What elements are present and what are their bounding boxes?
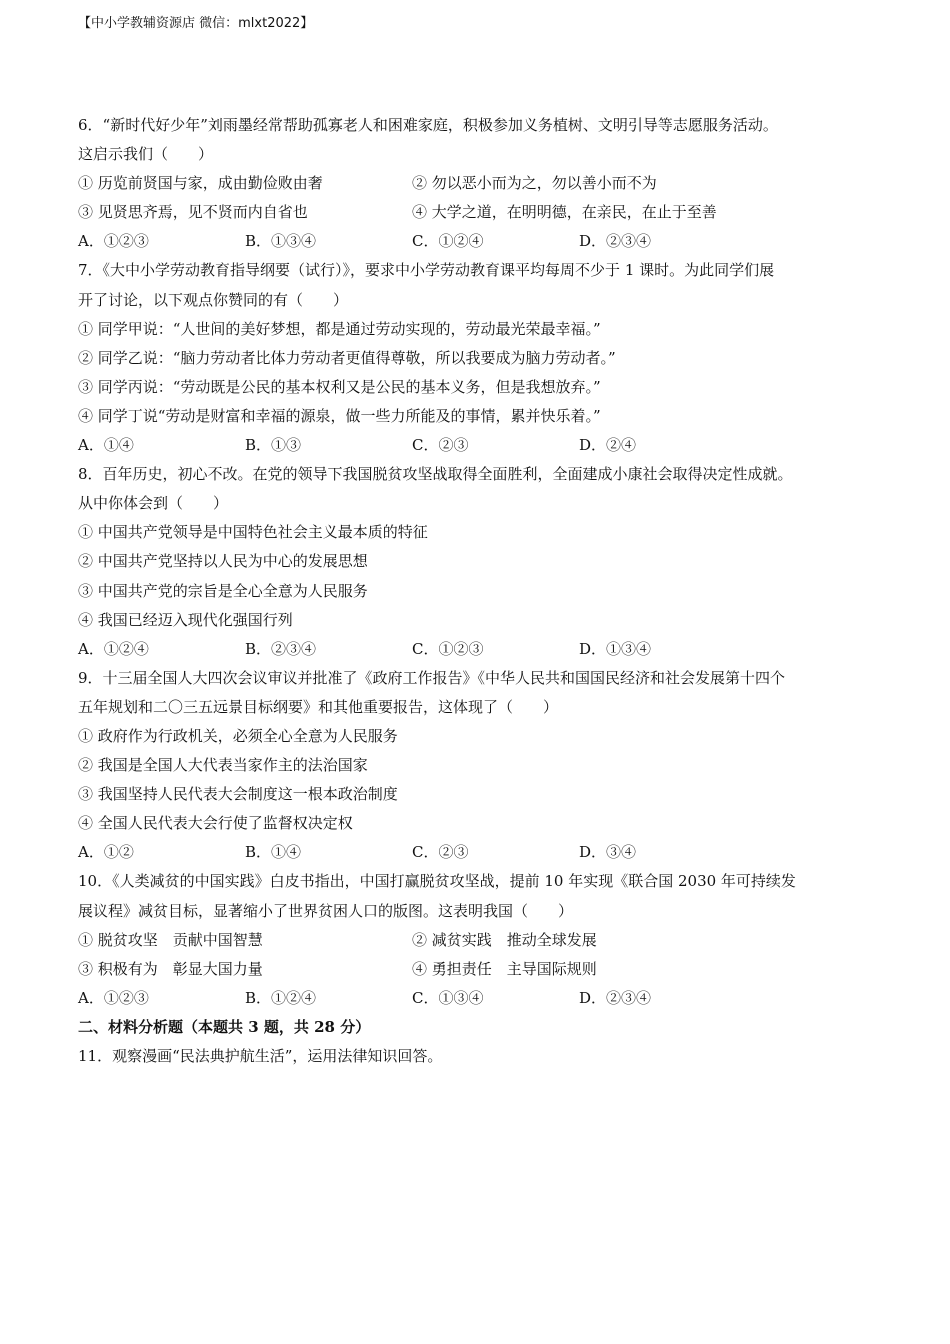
statement-row [78, 198, 878, 227]
statement-2: ② 减贫实践 推动全球发展 [412, 930, 597, 949]
statement-1: ① 脱贫攻坚 贡献中国智慧 [78, 930, 263, 949]
question-stem: 开了讨论，以下观点你赞同的有（ ） [78, 290, 349, 309]
answer-options [78, 227, 878, 256]
option-d: D．②④ [579, 436, 637, 455]
statement-2: ② 中国共产党坚持以人民为中心的发展思想 [78, 552, 368, 571]
exam-content [78, 111, 878, 1071]
option-a: A．①④ [78, 436, 134, 455]
question-7 [78, 256, 878, 460]
question-11-stem: 11．观察漫画“民法典护航生活”，运用法律知识回答。 [78, 1047, 443, 1065]
option-c: C．②③ [412, 436, 469, 455]
statement-4: ④ 全国人民代表大会行使了监督权决定权 [78, 814, 353, 833]
statement-row [78, 926, 878, 955]
option-c: C．②③ [412, 843, 469, 862]
question-stem: 10．《人类减贫的中国实践》白皮书指出，中国打赢脱贫攻坚战，提前 10 年实现《联合国 2030 年可持续发 [78, 872, 796, 891]
question-stem: 8．百年历史，初心不改。在党的领导下我国脱贫攻坚战取得全面胜利，全面建成小康社会取得决定性成就。 [78, 465, 793, 484]
statement-3: ③ 我国坚持人民代表大会制度这一根本政治制度 [78, 785, 398, 804]
option-a: A．①② [78, 843, 134, 862]
answer-options [78, 431, 878, 460]
statement-1: ① 同学甲说：“人世间的美好梦想，都是通过劳动实现的，劳动最光荣最幸福。” [78, 319, 601, 338]
answer-options [78, 838, 878, 867]
statement-4: ④ 我国已经迈入现代化强国行列 [78, 610, 293, 629]
option-b: B．①④ [245, 843, 302, 862]
question-stem: 7．《大中小学劳动教育指导纲要（试行）》，要求中小学劳动教育课平均每周不少于 1 课时。为此同学们展 [78, 261, 775, 280]
option-c: C．①②③ [412, 639, 484, 658]
option-a: A．①②③ [78, 232, 149, 251]
statement-2: ② 同学乙说：“脑力劳动者比体力劳动者更值得尊敬，所以我要成为脑力劳动者。” [78, 348, 616, 367]
option-a: A．①②④ [78, 639, 149, 658]
statement-4: ④ 勇担责任 主导国际规则 [412, 959, 597, 978]
option-b: B．②③④ [245, 639, 317, 658]
option-b: B．①③ [245, 436, 302, 455]
question-stem: 9．十三届全国人大四次会议审议并批准了《政府工作报告》《中华人民共和国国民经济和社会发展第十四个 [78, 668, 786, 687]
option-d: D．①③④ [579, 639, 652, 658]
answer-options [78, 984, 878, 1013]
statement-4: ④ 大学之道，在明明德，在亲民，在止于至善 [412, 203, 717, 222]
option-b: B．①②④ [245, 988, 317, 1007]
statement-3: ③ 同学丙说：“劳动既是公民的基本权利又是公民的基本义务，但是我想放弃。” [78, 377, 601, 396]
question-9 [78, 664, 878, 868]
statement-1: ① 中国共产党领导是中国特色社会主义最本质的特征 [78, 523, 428, 542]
statement-4: ④ 同学丁说“劳动是财富和幸福的源泉，做一些力所能及的事情，累并快乐着。” [78, 406, 601, 425]
question-stem: 从中你体会到（ ） [78, 494, 229, 513]
answer-options [78, 635, 878, 664]
statement-2: ② 我国是全国人大代表当家作主的法治国家 [78, 756, 368, 775]
question-stem: 6．“新时代好少年”刘雨墨经常帮助孤寡老人和困难家庭，积极参加义务植树、文明引导等志愿服务活动。 [78, 116, 778, 134]
question-stem: 展议程》减贫目标，显著缩小了世界贫困人口的版图。这表明我国（ ） [78, 901, 574, 920]
option-c: C．①③④ [412, 988, 484, 1007]
statement-3: ③ 见贤思齐焉，见不贤而内自省也 [78, 203, 308, 222]
option-b: B．①③④ [245, 232, 317, 251]
question-6 [78, 111, 878, 256]
statement-1: ① 政府作为行政机关，必须全心全意为人民服务 [78, 726, 398, 745]
statement-3: ③ 积极有为 彰显大国力量 [78, 959, 263, 978]
question-8 [78, 460, 878, 664]
question-stem: 这启示我们（ ） [78, 145, 214, 164]
statement-2: ② 勿以恶小而为之，勿以善小而不为 [412, 174, 657, 193]
statement-3: ③ 中国共产党的宗旨是全心全意为人民服务 [78, 581, 368, 600]
option-d: D．③④ [579, 843, 637, 862]
statement-row [78, 955, 878, 984]
option-d: D．②③④ [579, 232, 652, 251]
question-10 [78, 867, 878, 1012]
question-stem: 五年规划和二〇三五远景目标纲要》和其他重要报告，这体现了（ ） [78, 697, 559, 716]
header-note: 【中小学教辅资源店 微信：mlxt2022】 [78, 16, 314, 31]
option-a: A．①②③ [78, 988, 149, 1007]
section-title: 二、材料分析题（本题共 3 题，共 28 分） [78, 1017, 371, 1036]
statement-row [78, 169, 878, 198]
option-d: D．②③④ [579, 988, 652, 1007]
option-c: C．①②④ [412, 232, 484, 251]
statement-1: ① 历览前贤国与家，成由勤俭败由奢 [78, 174, 323, 193]
